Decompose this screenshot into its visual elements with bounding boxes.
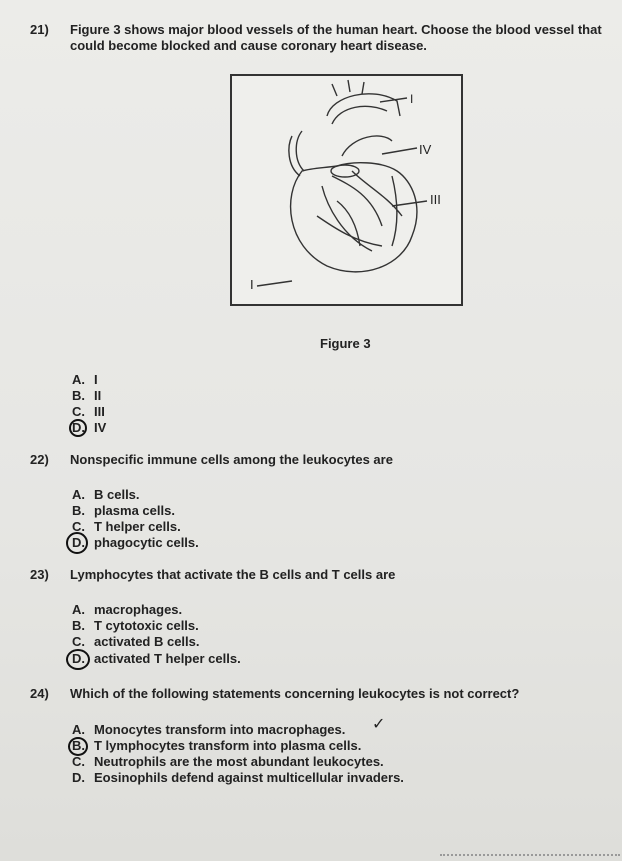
q23-number: 23) bbox=[30, 567, 49, 582]
q22-number: 22) bbox=[30, 452, 49, 467]
q22-option-a[interactable]: A. B cells. bbox=[72, 487, 140, 502]
q21-option-b[interactable]: B. II bbox=[72, 388, 102, 403]
answer-circle-q22 bbox=[66, 532, 88, 554]
q21-option-d[interactable]: D. IV bbox=[72, 420, 107, 435]
q24-option-d[interactable]: D. Eosinophils defend against multicellular invaders. bbox=[72, 770, 404, 785]
page-edge-divider bbox=[440, 854, 620, 856]
q23-option-b[interactable]: B. T cytotoxic cells. bbox=[72, 618, 199, 633]
heart-figure bbox=[230, 74, 463, 306]
q24-text: Which of the following statements concerning leukocytes is not correct? bbox=[70, 686, 520, 701]
fig-label-1: I bbox=[410, 92, 414, 106]
q22-text: Nonspecific immune cells among the leukocytes are bbox=[70, 452, 393, 467]
fig-label-1-bottom: I bbox=[250, 277, 254, 292]
q23-text: Lymphocytes that activate the B cells and T cells are bbox=[70, 567, 396, 582]
heart-diagram bbox=[232, 76, 461, 304]
q21-text-line2: could become blocked and cause coronary heart disease. bbox=[70, 38, 427, 53]
q24-option-c[interactable]: C. Neutrophils are the most abundant leukocytes. bbox=[72, 754, 384, 769]
q21-number: 21) bbox=[30, 22, 49, 37]
q23-option-a[interactable]: A. macrophages. bbox=[72, 602, 183, 617]
q24-number: 24) bbox=[30, 686, 49, 701]
q22-option-b[interactable]: B. plasma cells. bbox=[72, 503, 175, 518]
q22-option-d[interactable]: D. phagocytic cells. bbox=[72, 535, 199, 550]
answer-circle-q23 bbox=[66, 649, 90, 670]
q21-option-a[interactable]: A. I bbox=[72, 372, 98, 387]
fig-label-4: IV bbox=[419, 142, 432, 157]
q21-text-line1: Figure 3 shows major blood vessels of the human heart. Choose the blood vessel that bbox=[70, 22, 602, 37]
q23-option-c[interactable]: C. activated B cells. bbox=[72, 634, 200, 649]
q24-option-b[interactable]: B. T lymphocytes transform into plasma cells. bbox=[72, 738, 362, 753]
figure-caption: Figure 3 bbox=[320, 336, 371, 351]
checkmark-icon: ✓ bbox=[372, 716, 386, 733]
q22-option-c[interactable]: C. T helper cells. bbox=[72, 519, 181, 534]
answer-circle-q21 bbox=[69, 419, 87, 437]
q21-option-c[interactable]: C. III bbox=[72, 404, 105, 419]
q24-option-a[interactable]: A. Monocytes transform into macrophages. bbox=[72, 722, 346, 737]
q23-option-d[interactable]: D. activated T helper cells. bbox=[72, 651, 241, 666]
fig-label-3: III bbox=[430, 192, 441, 207]
